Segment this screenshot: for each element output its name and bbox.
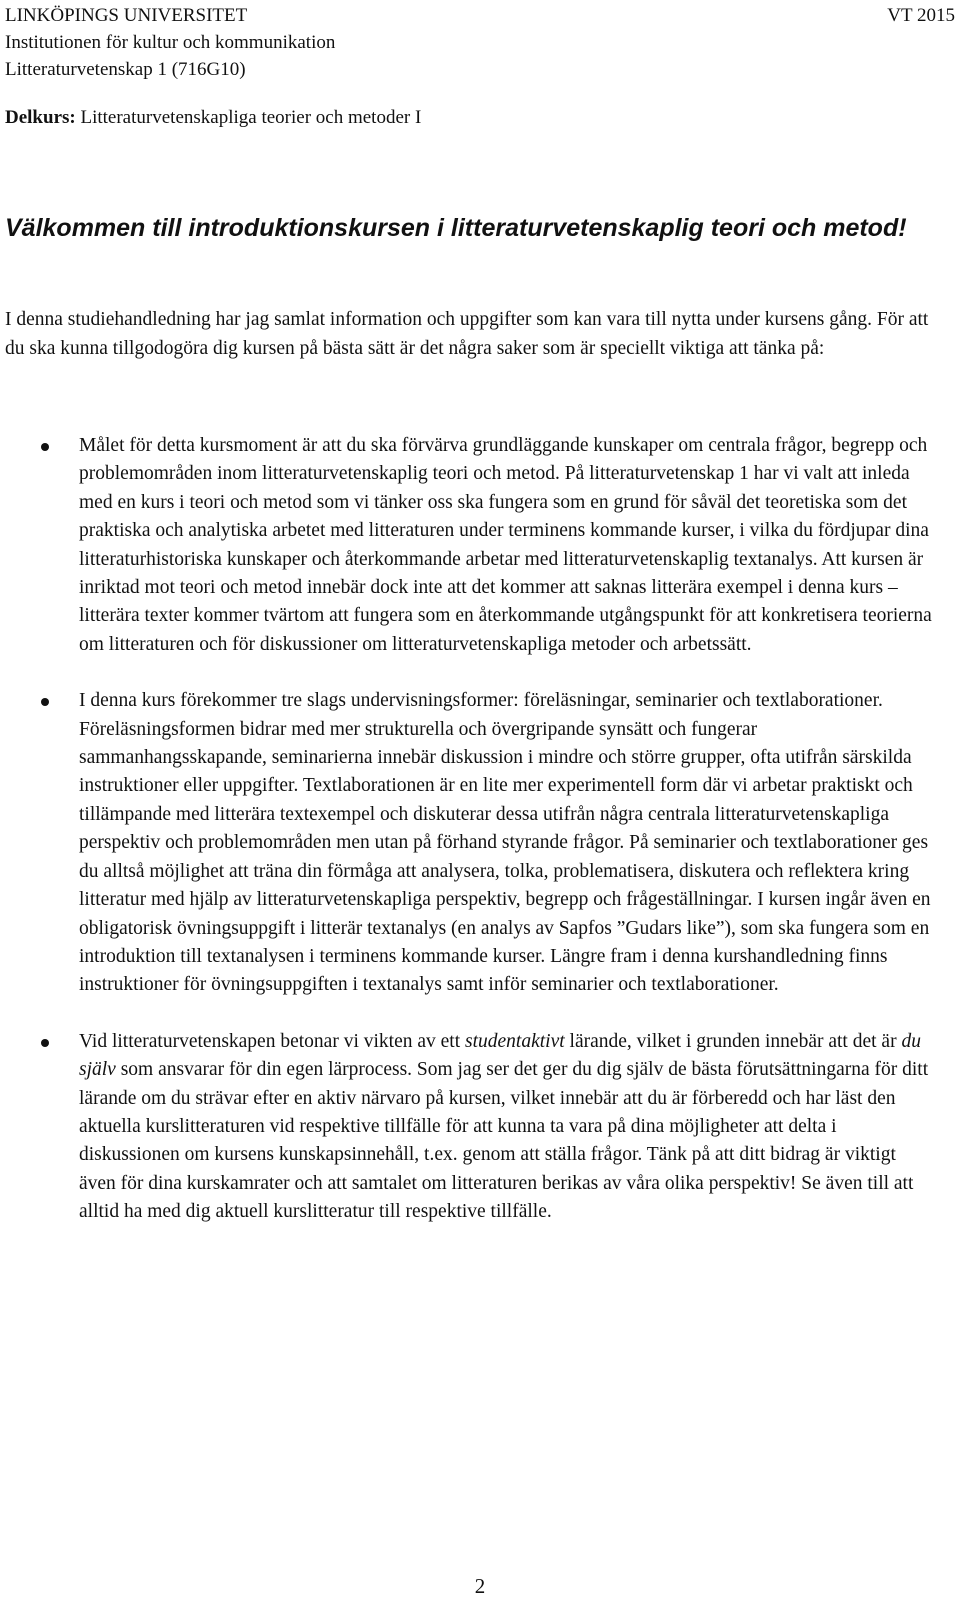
department-name: Institutionen för kultur och kommunikation xyxy=(5,32,336,53)
bullet-dot-icon xyxy=(41,1039,49,1047)
bullet-text-part: som ansvarar för din egen lärprocess. Som jag ser det ger du dig själv de bästa förutsättningarna för ditt lärande om du strävar efter en aktiv närvaro på kursen, vilket innebär att du är förberedd och har läst den aktuella kurslitteraturen vid respektive tillfälle för att kunna ta vara på dina möjligheter att delta i diskussionen om kursens kunskapsinnehåll, t.ex. genom att ställa frågor. Tänk på att ditt bidrag är viktigt även för dina kurskamrater och att samtalet om litteraturen berikas av våra olika perspektiv! Se även till att alltid ha med dig aktuell kurslitteratur till respektive tillfälle. xyxy=(79,1059,929,1223)
bullet-list xyxy=(0,432,960,1255)
subcourse-label: Delkurs: xyxy=(5,107,76,128)
bullet-dot-icon xyxy=(41,698,49,706)
header-top-row xyxy=(5,2,955,29)
page-header xyxy=(5,2,955,83)
term-label: VT 2015 xyxy=(887,5,955,26)
welcome-heading: Välkommen till introduktionskursen i litteraturvetenskaplig teori och metod! xyxy=(5,214,907,242)
university-name: LINKÖPINGS UNIVERSITET xyxy=(5,5,248,26)
bullet-item-course-goal xyxy=(0,432,937,659)
emphasis-studentaktivt: studentaktivt xyxy=(465,1030,565,1052)
course-name: Litteraturvetenskap 1 (716G10) xyxy=(5,59,246,80)
emphasis-du-sjalv: du själv xyxy=(79,1030,921,1081)
bullet-text: I denna kurs förekommer tre slags undervisningsformer: föreläsningar, seminarier och textlaborationer. Föreläsningsformen bidrar med mer strukturella och övergripande synsätt och fungerar sammanhangsskapande, seminarierna innebär diskussion i mindre och större grupper, ofta utifrån särskilda instruktioner eller uppgifter. Textlaborationen är en lite mer experimentell form där vi arbetar praktiskt och tillämpande med litterära textexempel och diskuterar dessa utifrån några centrala litteraturvetenskapliga perspektiv och problemområden men utan på förhand styrande frågor. På seminarier och textlaborationer ges du alltså möjlighet att träna din förmåga att analysera, tolka, problematisera, diskutera och reflektera kring litteratur med hjälp av litteraturvetenskapliga perspektiv, begrepp och frågeställningar. I kursen ingår även en obligatorisk övningsuppgift i litterär textanalys (en analys av Sapfos ”Gudars like”), som ska fungera som en introduktion till textanalysen i terminens kommande kurser. Längre fram i denna kurshandledning finns instruktioner för övningsuppgiften i textanalys samt inför seminarier och textlaborationer. xyxy=(79,690,931,996)
page-number: 2 xyxy=(474,1574,486,1598)
bullet-item-teaching-forms xyxy=(0,687,937,999)
subcourse-title: Litteraturvetenskapliga teorier och metoder I xyxy=(75,107,422,128)
subcourse-line xyxy=(5,104,421,131)
bullet-text-part: lärande, vilket i grunden innebär att det är xyxy=(564,1030,902,1052)
bullet-dot-icon xyxy=(41,443,49,451)
intro-paragraph: I denna studiehandledning har jag samlat information och uppgifter som kan vara till nytta under kursens gång. För att du ska kunna tillgodogöra dig kursen på bästa sätt är det några saker som är speciellt viktiga att tänka på: xyxy=(5,309,929,359)
bullet-text-part: Vid litteraturvetenskapen betonar vi vikten av ett xyxy=(79,1030,465,1052)
bullet-text: Målet för detta kursmoment är att du ska förvärva grundläggande kunskaper om centrala frågor, begrepp och problemområden inom litteraturvetenskaplig teori och metod. På litteraturvetenskap 1 har vi valt att inleda med en kurs i teori och metod som vi tänker oss ska fungera som en grund för såväl det teoretiska som det praktiska och analytiska arbetet med litteraturen under terminens kommande kurser, i vilka du fördjupar dina litteraturhistoriska kunskaper och återkommande arbetar med litteraturvetenskaplig textanalys. Att kursen är inriktad mot teori och metod innebär dock inte att det kommer att saknas litterära exempel i denna kurs – litterära texter kommer tvärtom att fungera som en återkommande utgångspunkt för att konkretisera teorierna om litteraturen och för diskussioner om litteraturvetenskapliga metoder och arbetssätt. xyxy=(79,435,932,655)
bullet-item-student-active-learning xyxy=(0,1028,937,1227)
